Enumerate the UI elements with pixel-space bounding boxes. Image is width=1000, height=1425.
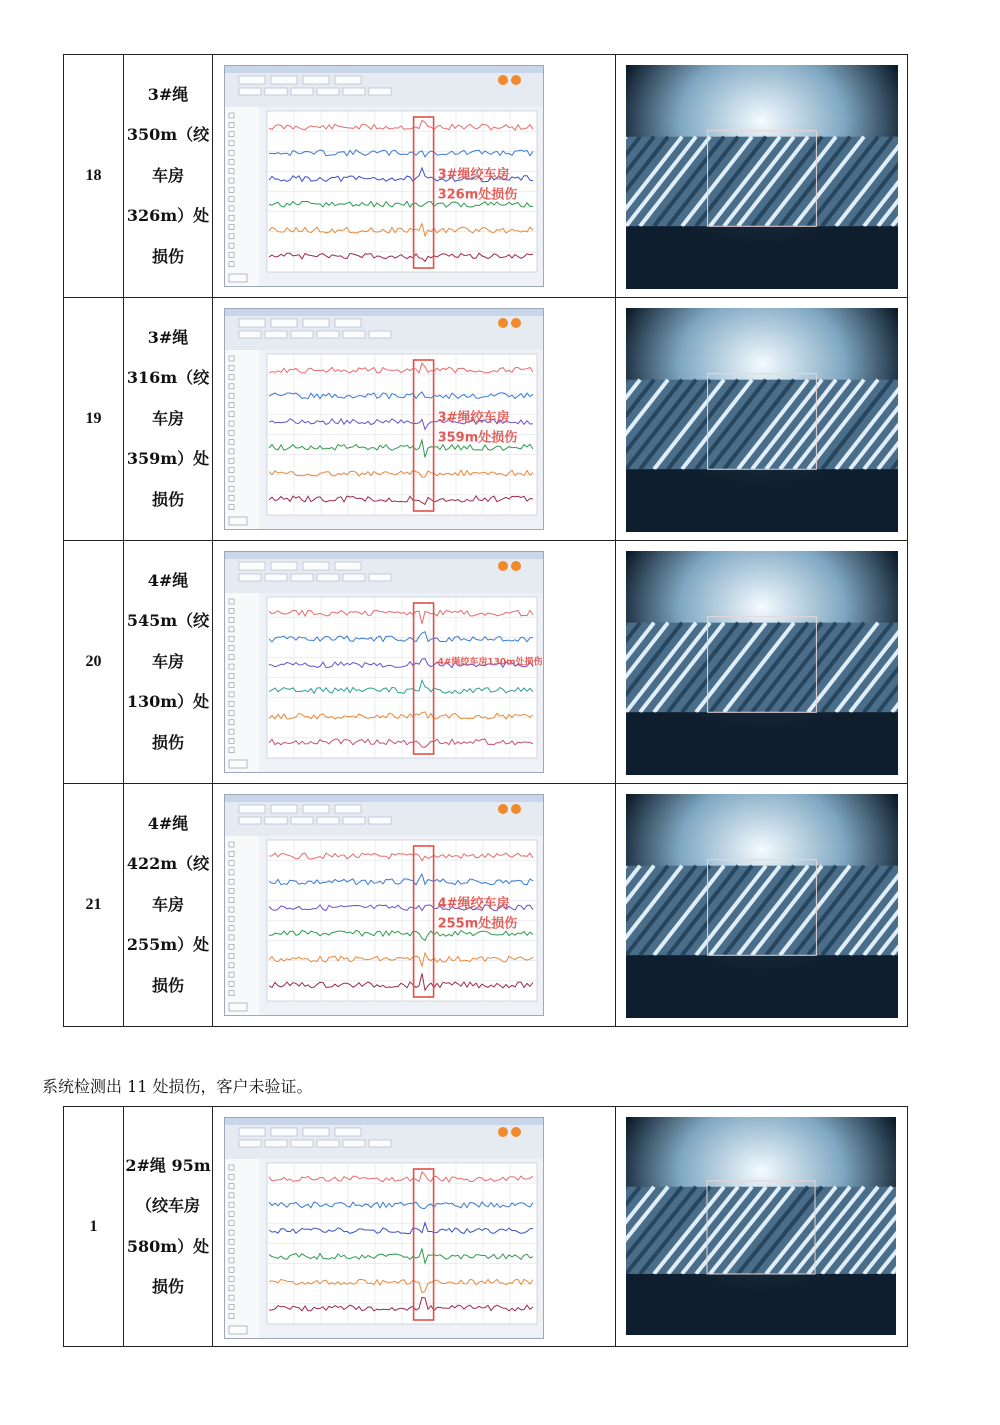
channel-checkbox <box>229 197 234 202</box>
desc-line: 车房 <box>151 894 184 914</box>
orange-action-icon <box>498 1127 508 1137</box>
channel-checkbox <box>229 926 234 931</box>
photo-cell <box>616 298 908 541</box>
channel-checkbox <box>229 384 234 389</box>
toolbar-button <box>265 817 287 824</box>
window-titlebar <box>225 1118 543 1125</box>
channel-checkbox <box>229 430 234 435</box>
photo-cell <box>616 541 908 784</box>
damage-annotation: 255m处损伤 <box>437 916 518 932</box>
toolbar-button <box>265 574 287 581</box>
channel-checkbox <box>229 1267 234 1272</box>
channel-checkbox <box>229 356 234 361</box>
damage-annotation: 3#绳绞车房 <box>437 167 510 183</box>
row-index: 21 <box>64 784 124 1027</box>
channel-checkbox <box>229 1277 234 1282</box>
toolbar-button <box>335 805 361 813</box>
channel-checkbox <box>229 477 234 482</box>
desc-line: 130m）处 <box>126 692 210 712</box>
channel-checkbox <box>229 879 234 884</box>
toolbar-button <box>239 1128 265 1136</box>
toolbar-button <box>239 331 261 338</box>
channel-checkbox <box>229 645 234 650</box>
channel-checkbox <box>229 627 234 632</box>
channel-checkbox <box>229 636 234 641</box>
channel-checkbox <box>229 991 234 996</box>
channel-checkbox <box>229 1202 234 1207</box>
table-row <box>64 1107 908 1347</box>
desc-line: 损伤 <box>151 489 184 509</box>
channel-checkbox <box>229 664 234 669</box>
channel-checkbox <box>229 141 234 146</box>
channel-checkbox <box>229 861 234 866</box>
photo-image <box>626 308 898 532</box>
desc-line: 545m（绞 <box>126 611 210 631</box>
damage-annotation: 4#绳绞车房130m处损伤 <box>437 657 543 668</box>
toolbar-button <box>335 76 361 84</box>
desc-line: 损伤 <box>151 732 184 752</box>
channel-checkbox <box>229 1221 234 1226</box>
row-index: 20 <box>64 541 124 784</box>
table-row <box>64 784 908 1027</box>
desc-line: 车房 <box>151 165 184 185</box>
toolbar-button <box>239 76 265 84</box>
toolbar-button <box>239 319 265 327</box>
desc-line: 3#绳 <box>147 84 189 104</box>
window-titlebar <box>225 552 543 559</box>
desc-line: 316m（绞 <box>126 368 210 388</box>
channel-checkbox <box>229 683 234 688</box>
chart-image <box>224 308 544 530</box>
toolbar-button <box>317 817 339 824</box>
channel-checkbox <box>229 870 234 875</box>
channel-checkbox <box>229 132 234 137</box>
desc-line: 损伤 <box>151 975 184 995</box>
damage-location-desc <box>124 298 213 541</box>
channel-checkbox <box>229 122 234 127</box>
signal-chart-screenshot <box>225 66 543 286</box>
channel-checkbox <box>229 159 234 164</box>
channel-checkbox <box>229 954 234 959</box>
damage-location-desc <box>124 541 213 784</box>
toolbar-button <box>343 331 365 338</box>
channel-checkbox <box>229 421 234 426</box>
photo-cell <box>616 1107 908 1347</box>
desc-line: 422m（绞 <box>126 854 210 874</box>
toolbar-button <box>303 319 329 327</box>
channel-checkbox <box>229 1249 234 1254</box>
toolbar-button <box>335 319 361 327</box>
toolbar-button <box>271 805 297 813</box>
signal-chart-screenshot <box>225 1118 543 1338</box>
channel-checkbox <box>229 907 234 912</box>
desc-line: 车房 <box>151 408 184 428</box>
toolbar-button <box>335 562 361 570</box>
toolbar-button <box>317 574 339 581</box>
desc-line: 车房 <box>151 651 184 671</box>
photo-image <box>626 794 898 1018</box>
channel-checkbox <box>229 262 234 267</box>
photo-cell <box>616 55 908 298</box>
toolbar-button <box>239 574 261 581</box>
desc-line: 580m）处 <box>126 1236 210 1256</box>
channel-checkbox <box>229 187 234 192</box>
chart-image <box>224 65 544 287</box>
desc-line: 359m）处 <box>126 449 210 469</box>
orange-action-icon <box>498 75 508 85</box>
channel-checkbox <box>229 486 234 491</box>
orange-action-icon <box>511 1127 521 1137</box>
channel-checkbox <box>229 729 234 734</box>
photo-cell <box>616 784 908 1027</box>
desc-line: 350m（绞 <box>126 125 210 145</box>
toolbar-button <box>303 562 329 570</box>
channel-checkbox <box>229 440 234 445</box>
signal-chart-cell <box>213 784 616 1027</box>
channel-checkbox <box>229 963 234 968</box>
damage-annotation: 359m处损伤 <box>437 430 518 446</box>
toolbar-button <box>291 331 313 338</box>
channel-checkbox <box>229 655 234 660</box>
table-row <box>64 55 908 298</box>
orange-action-icon <box>511 804 521 814</box>
channel-checkbox <box>229 1230 234 1235</box>
orange-action-icon <box>511 561 521 571</box>
channel-checkbox <box>229 748 234 753</box>
photo-image <box>626 551 898 775</box>
toolbar-button <box>271 76 297 84</box>
channel-checkbox <box>229 944 234 949</box>
orange-action-icon <box>511 318 521 328</box>
channel-checkbox <box>229 495 234 500</box>
desc-line: 4#绳 <box>147 813 189 833</box>
channel-checkbox <box>229 150 234 155</box>
signal-chart-screenshot <box>225 795 543 1015</box>
orange-action-icon <box>498 318 508 328</box>
table-row <box>64 541 908 784</box>
signal-chart-cell <box>213 1107 616 1347</box>
row-index: 18 <box>64 55 124 298</box>
channel-checkbox <box>229 252 234 257</box>
desc-line: 326m）处 <box>126 206 210 226</box>
window-titlebar <box>225 309 543 316</box>
channel-checkbox <box>229 402 234 407</box>
section-caption: 系统检测出 11 处损伤，客户未验证。 <box>42 1077 313 1096</box>
channel-checkbox <box>229 935 234 940</box>
desc-line: 3#绳 <box>147 327 189 347</box>
chart-image <box>224 794 544 1016</box>
toolbar-button <box>343 88 365 95</box>
damage-annotation: 4#绳绞车房 <box>437 896 510 912</box>
desc-line: （绞车房 <box>135 1196 200 1215</box>
chart-image <box>224 1117 544 1339</box>
channel-checkbox <box>229 206 234 211</box>
channel-checkbox <box>229 673 234 678</box>
toolbar-button <box>369 574 391 581</box>
channel-checkbox <box>229 720 234 725</box>
rope-camera-photo <box>626 551 898 775</box>
toolbar-button <box>303 1128 329 1136</box>
save-button <box>229 760 247 768</box>
toolbar-button <box>291 817 313 824</box>
signal-chart-cell <box>213 55 616 298</box>
channel-checkbox <box>229 178 234 183</box>
channel-checkbox <box>229 1174 234 1179</box>
channel-checkbox <box>229 618 234 623</box>
toolbar-button <box>239 562 265 570</box>
toolbar-button <box>291 1140 313 1147</box>
desc-line: 损伤 <box>151 1277 184 1296</box>
channel-checkbox <box>229 449 234 454</box>
desc-line: 损伤 <box>151 246 184 266</box>
toolbar-button <box>265 88 287 95</box>
channel-checkbox <box>229 916 234 921</box>
photo-image <box>626 65 898 289</box>
channel-checkbox <box>229 1286 234 1291</box>
toolbar-button <box>239 88 261 95</box>
row-index: 1 <box>64 1107 124 1347</box>
channel-checkbox <box>229 1165 234 1170</box>
signal-chart-screenshot <box>225 552 543 772</box>
toolbar-button <box>369 88 391 95</box>
channel-checkbox <box>229 1295 234 1300</box>
toolbar-button <box>335 1128 361 1136</box>
channel-checkbox <box>229 608 234 613</box>
channel-checkbox <box>229 1258 234 1263</box>
toolbar-button <box>369 331 391 338</box>
toolbar-button <box>303 76 329 84</box>
toolbar-button <box>239 817 261 824</box>
damage-location-desc <box>124 55 213 298</box>
orange-action-icon <box>511 75 521 85</box>
signal-chart-cell <box>213 541 616 784</box>
channel-checkbox <box>229 505 234 510</box>
toolbar-button <box>317 331 339 338</box>
toolbar-button <box>317 1140 339 1147</box>
toolbar-button <box>239 1140 261 1147</box>
toolbar-button <box>265 331 287 338</box>
channel-checkbox <box>229 1184 234 1189</box>
channel-checkbox <box>229 738 234 743</box>
rope-camera-photo <box>626 65 898 289</box>
desc-line: 4#绳 <box>147 570 189 590</box>
damage-table-unverified <box>63 1106 908 1347</box>
toolbar-button <box>271 562 297 570</box>
channel-checkbox <box>229 599 234 604</box>
rope-camera-photo <box>626 794 898 1018</box>
toolbar-button <box>291 574 313 581</box>
save-button <box>229 1003 247 1011</box>
toolbar-button <box>291 88 313 95</box>
damage-annotation: 326m处损伤 <box>437 187 518 203</box>
channel-checkbox <box>229 365 234 370</box>
toolbar-button <box>369 817 391 824</box>
save-button <box>229 274 247 282</box>
damage-annotation: 3#绳绞车房 <box>437 410 510 426</box>
channel-checkbox <box>229 243 234 248</box>
channel-checkbox <box>229 113 234 118</box>
channel-checkbox <box>229 692 234 697</box>
channel-checkbox <box>229 1239 234 1244</box>
channel-checkbox <box>229 375 234 380</box>
rope-camera-photo <box>626 1117 896 1335</box>
damage-table-main <box>63 54 908 1027</box>
desc-line: 2#绳 95m <box>125 1155 211 1175</box>
channel-checkbox <box>229 842 234 847</box>
channel-checkbox <box>229 225 234 230</box>
chart-image <box>224 551 544 773</box>
toolbar-button <box>271 319 297 327</box>
toolbar-button <box>303 805 329 813</box>
channel-checkbox <box>229 169 234 174</box>
toolbar-button <box>369 1140 391 1147</box>
damage-location-desc <box>124 784 213 1027</box>
photo-image <box>626 1117 896 1335</box>
signal-chart-screenshot <box>225 309 543 529</box>
channel-checkbox <box>229 234 234 239</box>
toolbar-button <box>343 817 365 824</box>
channel-checkbox <box>229 215 234 220</box>
signal-chart-cell <box>213 298 616 541</box>
channel-checkbox <box>229 711 234 716</box>
channel-checkbox <box>229 972 234 977</box>
toolbar-button <box>271 1128 297 1136</box>
orange-action-icon <box>498 561 508 571</box>
table-row <box>64 298 908 541</box>
orange-action-icon <box>498 804 508 814</box>
rope-camera-photo <box>626 308 898 532</box>
window-titlebar <box>225 795 543 802</box>
channel-checkbox <box>229 701 234 706</box>
window-titlebar <box>225 66 543 73</box>
toolbar-button <box>317 88 339 95</box>
toolbar-button <box>239 805 265 813</box>
save-button <box>229 1326 247 1334</box>
channel-checkbox <box>229 888 234 893</box>
channel-checkbox <box>229 412 234 417</box>
channel-checkbox <box>229 468 234 473</box>
save-button <box>229 517 247 525</box>
channel-checkbox <box>229 1314 234 1319</box>
channel-checkbox <box>229 393 234 398</box>
toolbar-button <box>265 1140 287 1147</box>
toolbar-button <box>343 574 365 581</box>
desc-line: 255m）处 <box>126 935 210 955</box>
channel-checkbox <box>229 898 234 903</box>
toolbar-button <box>343 1140 365 1147</box>
channel-checkbox <box>229 981 234 986</box>
damage-location-desc <box>124 1107 213 1347</box>
row-index: 19 <box>64 298 124 541</box>
channel-checkbox <box>229 1193 234 1198</box>
channel-checkbox <box>229 851 234 856</box>
channel-checkbox <box>229 458 234 463</box>
channel-checkbox <box>229 1304 234 1309</box>
channel-checkbox <box>229 1211 234 1216</box>
